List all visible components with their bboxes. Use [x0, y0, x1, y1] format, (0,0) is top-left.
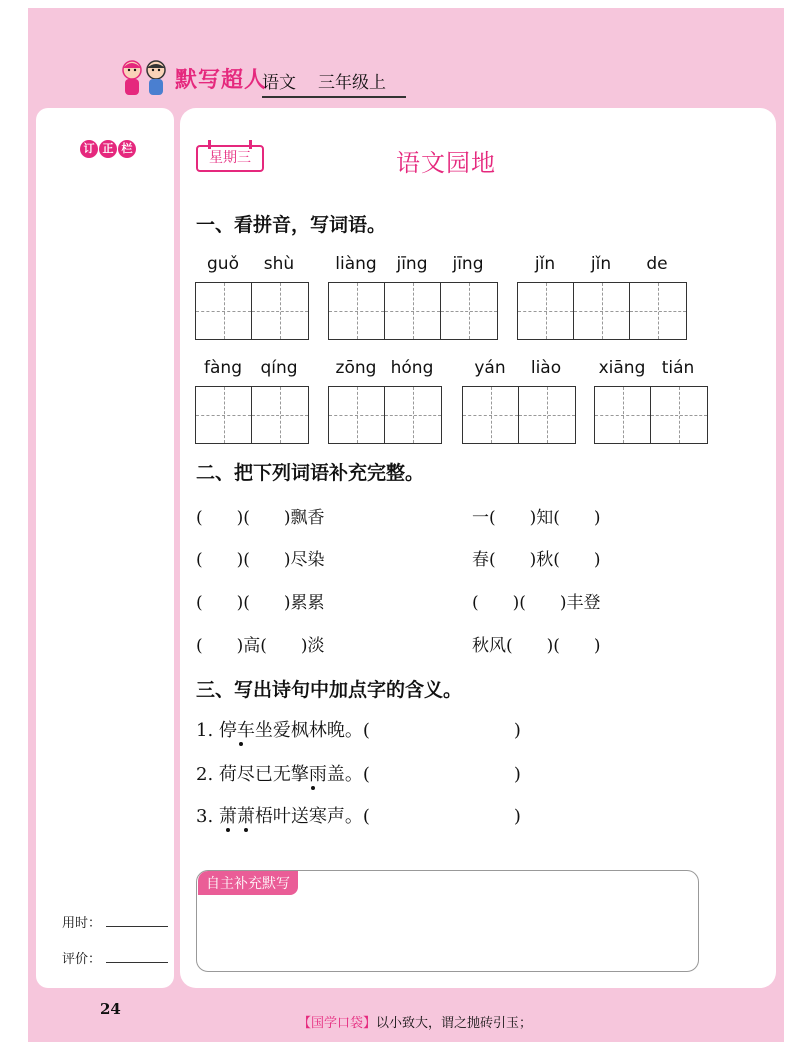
pinyin-row — [195, 358, 309, 382]
mascot-logo-icon — [118, 58, 174, 100]
evaluation-input-line[interactable] — [106, 962, 168, 963]
writing-grid — [328, 282, 498, 340]
fill-item: ( )( )飘香 — [196, 508, 325, 528]
pinyin-syllable: qíng — [260, 358, 298, 378]
pinyin-word-group — [195, 358, 309, 444]
emphasis-dot — [226, 828, 230, 832]
writing-cell[interactable] — [252, 283, 308, 339]
pinyin-word-group — [328, 358, 442, 444]
badge-char: 订 — [80, 140, 98, 158]
pinyin-row — [462, 358, 576, 382]
pinyin-syllable: de — [646, 254, 668, 274]
writing-grid — [328, 386, 442, 444]
pinyin-syllable: zōng — [335, 358, 377, 378]
fill-item: ( )( )丰登 — [472, 593, 601, 613]
writing-cell[interactable] — [651, 387, 707, 443]
badge-char: 栏 — [118, 140, 136, 158]
footer-quote-text: 以小致大，谓之抛砖引玉； — [376, 1016, 533, 1031]
pinyin-syllable: tián — [661, 358, 695, 378]
pinyin-row — [195, 254, 309, 278]
pinyin-word-group — [328, 254, 498, 340]
time-label: 用时： — [62, 916, 102, 931]
time-input-line[interactable] — [106, 926, 168, 927]
writing-cell[interactable] — [385, 283, 441, 339]
writing-cell[interactable] — [441, 283, 497, 339]
fill-item: ( )( )尽染 — [196, 550, 325, 570]
fill-item: 一( )知( ) — [472, 508, 601, 528]
footer-quote — [298, 1012, 532, 1031]
poem-line: 3. 萧萧梧叶送寒声。( ) — [196, 806, 521, 827]
pinyin-row — [328, 358, 442, 382]
writing-cell[interactable] — [630, 283, 686, 339]
grade-label: 三年级上 — [318, 73, 386, 93]
pinyin-row — [517, 254, 687, 278]
q3-heading: 三、写出诗句中加点字的含义。 — [196, 679, 463, 701]
pinyin-syllable: fàng — [204, 358, 242, 378]
writing-cell[interactable] — [196, 283, 252, 339]
evaluation-label: 评价： — [62, 952, 102, 967]
pinyin-word-group — [462, 358, 576, 444]
header-underline — [262, 96, 406, 98]
writing-grid — [195, 386, 309, 444]
page-number: 24 — [100, 1000, 121, 1018]
writing-cell[interactable] — [595, 387, 651, 443]
pinyin-syllable: liàng — [335, 254, 377, 274]
emphasis-dot — [239, 742, 243, 746]
writing-cell[interactable] — [196, 387, 252, 443]
book-info — [262, 68, 408, 93]
pinyin-word-group — [517, 254, 687, 340]
writing-cell[interactable] — [518, 283, 574, 339]
pinyin-row — [594, 358, 708, 382]
subject-label: 语文 — [262, 73, 296, 93]
fill-item: ( )高( )淡 — [196, 636, 325, 656]
poem-line: 1. 停车坐爱枫林晚。( ) — [196, 720, 521, 741]
section-title: 语文园地 — [396, 149, 496, 177]
q2-heading: 二、把下列词语补充完整。 — [196, 462, 425, 484]
writing-grid — [594, 386, 708, 444]
pinyin-word-group — [195, 254, 309, 340]
day-tag: 星期三 — [196, 145, 264, 172]
poem-line: 2. 荷尽已无擎雨盖。( ) — [196, 764, 521, 785]
side-panel — [36, 108, 174, 988]
pinyin-syllable: jǐn — [590, 254, 612, 274]
pinyin-syllable: yán — [474, 358, 506, 378]
q1-heading: 一、看拼音，写词语。 — [196, 214, 387, 236]
pinyin-syllable: guǒ — [207, 254, 239, 274]
correction-badge — [80, 140, 136, 158]
writing-cell[interactable] — [252, 387, 308, 443]
pinyin-word-group — [594, 358, 708, 444]
writing-grid — [517, 282, 687, 340]
fill-item: ( )( )累累 — [196, 593, 325, 613]
pinyin-syllable: xiāng — [598, 358, 646, 378]
writing-cell[interactable] — [574, 283, 630, 339]
emphasis-dot — [311, 786, 315, 790]
pinyin-row — [328, 254, 498, 278]
writing-grid — [195, 282, 309, 340]
pinyin-syllable: jīng — [396, 254, 428, 274]
badge-char: 正 — [99, 140, 117, 158]
footer-tag: 【国学口袋】 — [298, 1016, 377, 1031]
fill-item: 春( )秋( ) — [472, 550, 601, 570]
brand-title: 默写超人 — [175, 68, 268, 93]
writing-cell[interactable] — [385, 387, 441, 443]
pinyin-syllable: jīng — [452, 254, 484, 274]
writing-cell[interactable] — [519, 387, 575, 443]
writing-cell[interactable] — [329, 283, 385, 339]
writing-cell[interactable] — [463, 387, 519, 443]
pinyin-syllable: liào — [530, 358, 562, 378]
writing-cell[interactable] — [329, 387, 385, 443]
fill-item: 秋风( )( ) — [472, 636, 601, 656]
pinyin-syllable: shù — [263, 254, 295, 274]
emphasis-dot — [244, 828, 248, 832]
pinyin-syllable: jǐn — [534, 254, 556, 274]
free-section-label: 自主补充默写 — [198, 871, 298, 895]
writing-grid — [462, 386, 576, 444]
pinyin-syllable: hóng — [390, 358, 434, 378]
